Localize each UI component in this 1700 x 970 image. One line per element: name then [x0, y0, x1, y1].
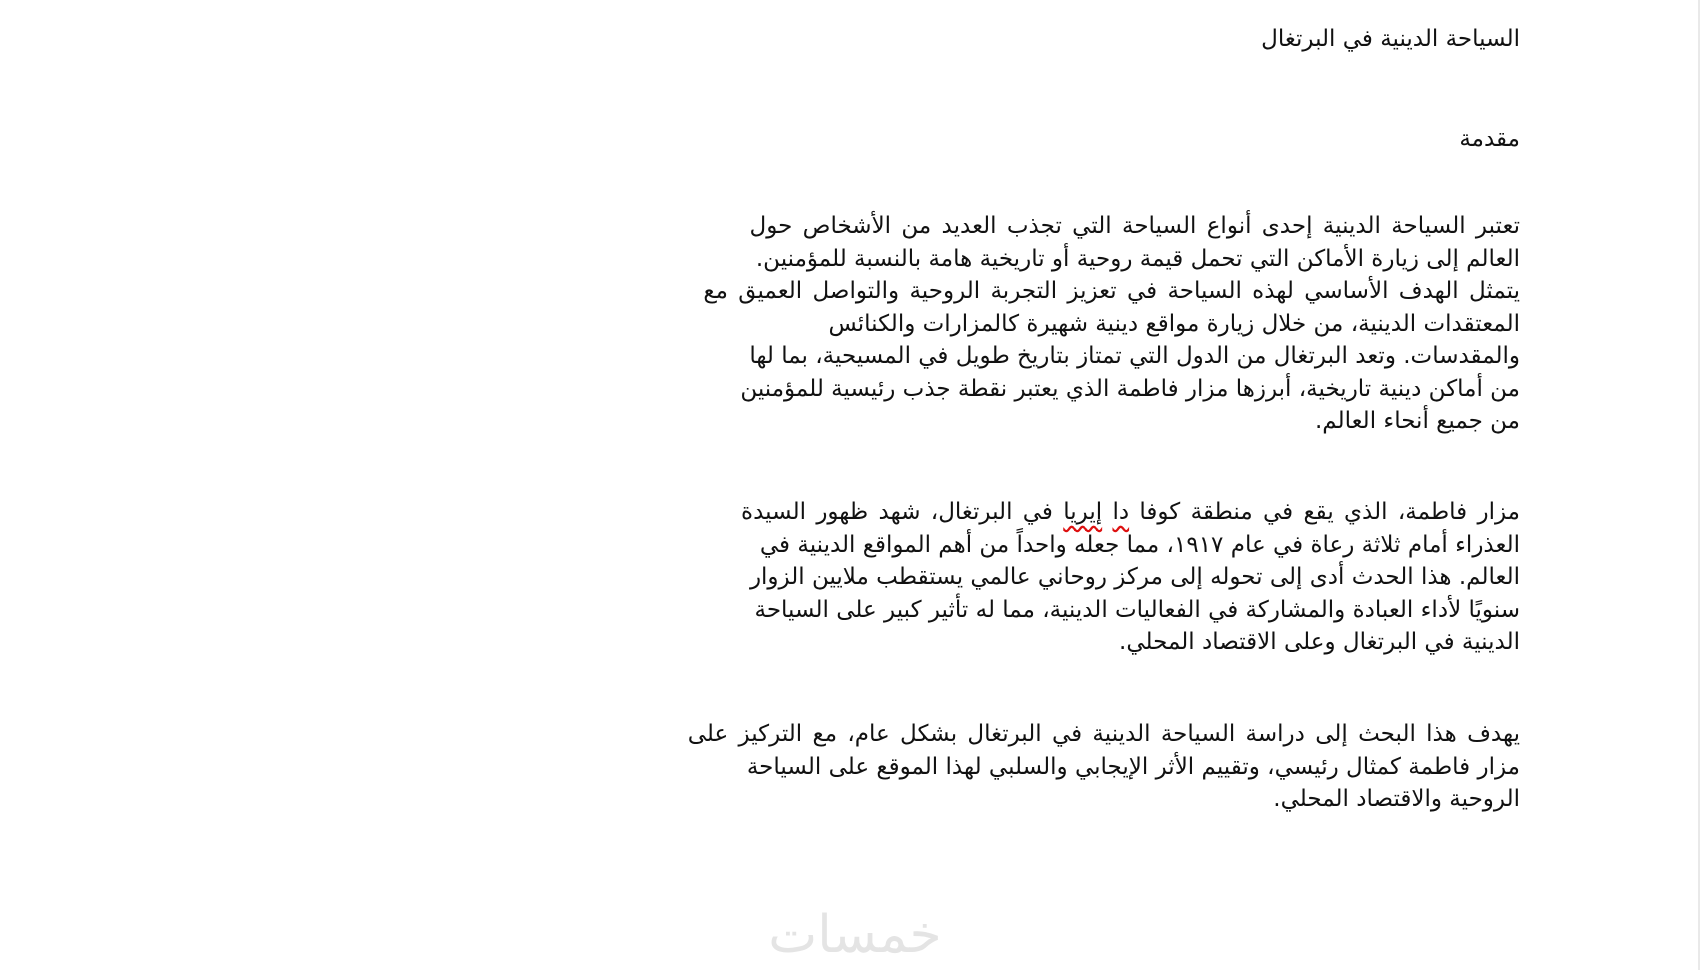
- paragraph-line: [741, 496, 1520, 529]
- section-heading-introduction: مقدمة: [1459, 126, 1520, 152]
- paragraph-line: العالم إلى زيارة الأماكن التي تحمل قيمة روحية أو تاريخية هامة بالنسبة للمؤمنين.: [755, 245, 1520, 272]
- line-text: [1102, 499, 1112, 525]
- paragraph-intro: [703, 210, 1520, 438]
- paragraph-line: الروحية والاقتصاد المحلي.: [1273, 786, 1520, 812]
- paragraph-line: العذراء أمام ثلاثة رعاة في عام ١٩١٧، مما جعله واحداً من أهم المواقع الدينية في: [759, 531, 1520, 558]
- paragraph-line: العالم. هذا الحدث أدى إلى تحوله إلى مركز روحاني عالمي يستقطب ملايين الزوار: [749, 564, 1520, 590]
- paragraph-line: تعتبر السياحة الدينية إحدى أنواع السياحة التي تجذب العديد من الأشخاص حول: [749, 213, 1520, 239]
- line-text: مزار فاطمة، الذي يقع في منطقة كوفا: [1129, 499, 1520, 525]
- document-title: السياحة الدينية في البرتغال: [1261, 26, 1520, 52]
- paragraph-line: سنويًا لأداء العبادة والمشاركة في الفعاليات الدينية، مما له تأثير كبير على السياحة: [754, 596, 1520, 623]
- paragraph-line: والمقدسات. وتعد البرتغال من الدول التي تمتاز بتاريخ طويل في المسيحية، بما لها: [749, 343, 1520, 369]
- line-text: في البرتغال، شهد ظهور السيدة: [741, 499, 1064, 525]
- paragraph-research-aim: [688, 718, 1520, 816]
- spellcheck-flagged-word[interactable]: إيريا: [1063, 499, 1103, 525]
- paragraph-line: المعتقدات الدينية، من خلال زيارة مواقع دينية شهيرة كالمزارات والكنائس: [828, 310, 1520, 337]
- paragraph-line: من أماكن دينية تاريخية، أبرزها مزار فاطمة الذي يعتبر نقطة جذب رئيسية للمؤمنين: [740, 375, 1520, 402]
- paragraph-fatima-shrine: [741, 496, 1520, 659]
- paragraph-line: مزار فاطمة كمثال رئيسي، وتقييم الأثر الإيجابي والسلبي لهذا الموقع على السياحة: [746, 753, 1520, 780]
- paragraph-line: يتمثل الهدف الأساسي لهذه السياحة في تعزيز التجربة الروحية والتواصل العميق مع: [703, 278, 1520, 304]
- paragraph-line: من جميع أنحاء العالم.: [1314, 408, 1520, 434]
- paragraph-line: الدينية في البرتغال وعلى الاقتصاد المحلي.: [1119, 629, 1520, 655]
- spellcheck-flagged-word[interactable]: دا: [1112, 499, 1130, 525]
- khamsat-watermark-logo: خمسات: [768, 905, 942, 965]
- paragraph-line: يهدف هذا البحث إلى دراسة السياحة الدينية في البرتغال بشكل عام، مع التركيز على: [687, 721, 1520, 747]
